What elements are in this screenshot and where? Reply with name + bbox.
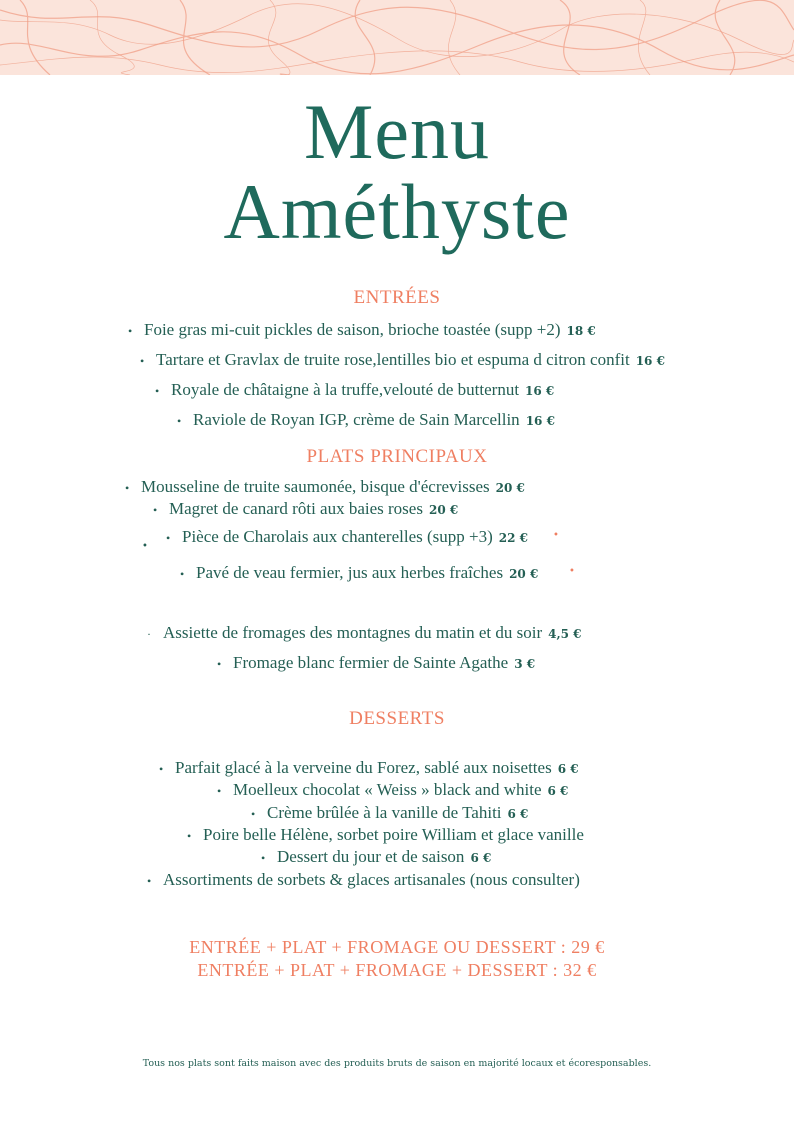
bullet-icon: •: [166, 531, 171, 546]
decorative-dot: •: [553, 530, 559, 541]
menu-item: [147, 870, 580, 891]
menu-item: [187, 825, 584, 846]
bullet-icon: •: [177, 414, 182, 429]
decorative-marble-banner: [0, 0, 794, 75]
item-price: 6 €: [507, 807, 529, 821]
item-price: 22 €: [498, 531, 528, 545]
item-price: 4,5 €: [548, 627, 582, 641]
bullet-icon: •: [159, 762, 164, 777]
menu-item: [153, 499, 458, 520]
item-label: Fromage blanc fermier de Sainte Agathe: [233, 653, 509, 672]
item-label: Pièce de Charolais aux chanterelles (supp +3): [182, 527, 493, 546]
bullet-icon: •: [128, 324, 133, 339]
bullet-icon: •: [153, 503, 158, 518]
bullet-icon: •: [261, 851, 266, 866]
menu-item: [217, 653, 535, 674]
bullet-icon: •: [187, 829, 192, 844]
menu-title-line2: Améthyste: [223, 168, 571, 255]
decorative-dot: •: [142, 541, 148, 552]
menu-item: [261, 847, 491, 868]
section-title-plats: PLATS PRINCIPAUX: [306, 446, 488, 467]
section-title-entrees: ENTRÉES: [353, 287, 441, 308]
item-price: 3 €: [514, 657, 536, 671]
decorative-dot: •: [569, 566, 575, 577]
item-price: 18 €: [566, 324, 596, 338]
menu-item: [140, 350, 665, 371]
item-label: Tartare et Gravlax de truite rose,lentilles bio et espuma d citron confit: [156, 350, 630, 369]
bullet-icon: •: [147, 874, 152, 889]
formula-line: ENTRÉE + PLAT + FROMAGE OU DESSERT : 29 €: [189, 937, 605, 957]
item-price: 20 €: [495, 481, 525, 495]
menu-item: [125, 477, 525, 498]
item-price: 20 €: [428, 503, 459, 517]
item-price: 6 €: [470, 851, 492, 865]
bullet-icon: •: [125, 481, 130, 496]
bullet-icon: •: [180, 567, 185, 582]
bullet-icon: ·: [147, 627, 151, 642]
item-label: Poire belle Hélène, sorbet poire William et glace vanille: [203, 825, 584, 844]
bullet-icon: •: [217, 784, 222, 799]
item-label: Foie gras mi-cuit pickles de saison, brioche toastée (supp +2): [144, 320, 561, 339]
item-price: 20 €: [509, 567, 539, 581]
formula-line: ENTRÉE + PLAT + FROMAGE + DESSERT : 32 €: [197, 960, 597, 980]
bullet-icon: •: [217, 657, 222, 672]
section-title-desserts: DESSERTS: [349, 708, 445, 729]
menu-item: [180, 563, 538, 584]
item-price: 6 €: [547, 784, 569, 798]
item-price: 16 €: [525, 384, 555, 398]
item-price: 16 €: [635, 354, 665, 368]
menu-item: [217, 780, 568, 801]
menu-item: [177, 410, 555, 431]
menu-item: [128, 320, 596, 341]
item-label: Assiette de fromages des montagnes du matin et du soir: [163, 623, 543, 642]
item-label: Mousseline de truite saumonée, bisque d'écrevisses: [141, 477, 490, 496]
bullet-icon: •: [140, 354, 145, 369]
footer-note: Tous nos plats sont faits maison avec des produits bruts de saison en majorité locaux et écoresponsables.: [142, 1058, 652, 1069]
item-label: Assortiments de sorbets & glaces artisanales (nous consulter): [163, 870, 580, 889]
bullet-icon: •: [155, 384, 160, 399]
item-label: Royale de châtaigne à la truffe,velouté de butternut: [171, 380, 520, 399]
item-price: 6 €: [557, 762, 579, 776]
item-label: Pavé de veau fermier, jus aux herbes fraîches: [196, 563, 504, 582]
item-label: Dessert du jour et de saison: [277, 847, 465, 866]
menu-item: [147, 623, 582, 644]
menu-item: [166, 527, 528, 548]
item-label: Magret de canard rôti aux baies roses: [169, 499, 423, 518]
menu-item: [251, 803, 528, 824]
menu-title-line1: Menu: [304, 88, 490, 175]
item-price: 16 €: [525, 414, 555, 428]
item-label: Moelleux chocolat « Weiss » black and white: [233, 780, 542, 799]
item-label: Raviole de Royan IGP, crème de Sain Marcellin: [193, 410, 520, 429]
item-label: Crème brûlée à la vanille de Tahiti: [267, 803, 502, 822]
item-label: Parfait glacé à la verveine du Forez, sablé aux noisettes: [175, 758, 552, 777]
menu-item: [159, 758, 579, 779]
menu-item: [155, 380, 554, 401]
bullet-icon: •: [251, 807, 256, 822]
